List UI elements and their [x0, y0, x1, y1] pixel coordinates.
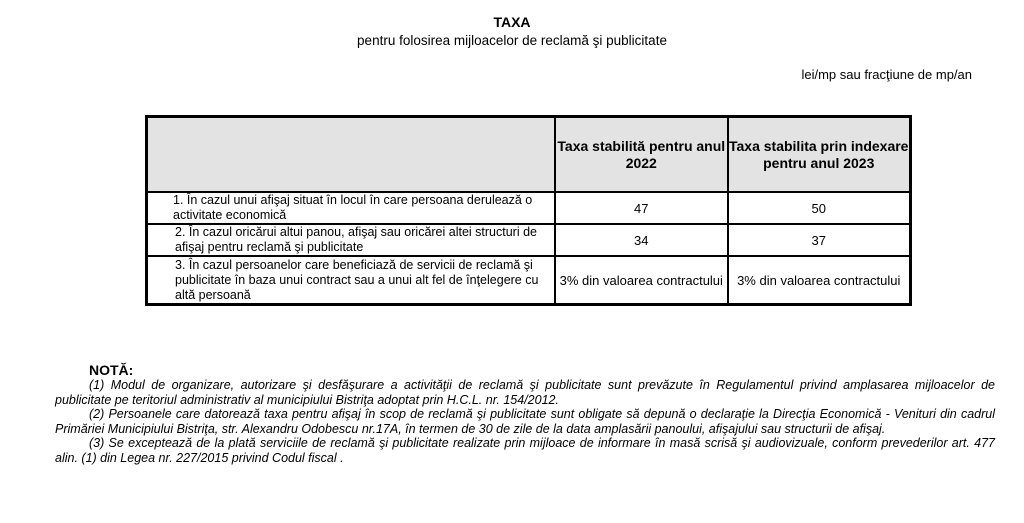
- row-value-2022: 47: [555, 192, 727, 224]
- note-item: (2) Persoanele care datorează taxa pentru afişaj în scop de reclamă şi publicitate sunt obligate să depună o declaraţie la Direcţia Economică - Venituri din cadrul Primăriei Municipiului Bistriţa, str. Alexandru Odobescu nr.17A, în termen de 30 de zile de la data amplasării panoului, afişajului sau structurii de afişaj.: [55, 407, 995, 436]
- table-row: [147, 256, 910, 304]
- header-cell-2023: Taxa stabilita prin indexare pentru anul 2023: [728, 117, 911, 192]
- tax-table: [145, 115, 912, 306]
- notes-section: [55, 363, 995, 465]
- row-value-2022: 3% din valoarea contractului: [555, 256, 727, 304]
- row-value-2022: 34: [555, 224, 727, 256]
- header-cell-description: [147, 117, 555, 192]
- row-description: 3. În cazul persoanelor care beneficiază de servicii de reclamă şi publicitate în baza unui contract sau a unui alt fel de înţelegere cu altă persoană: [147, 256, 555, 304]
- unit-label: lei/mp sau fracţiune de mp/an: [801, 67, 972, 82]
- row-value-2023: 3% din valoarea contractului: [728, 256, 911, 304]
- table-header-row: [147, 117, 910, 192]
- table-row: [147, 192, 910, 224]
- table-row: [147, 224, 910, 256]
- row-value-2023: 37: [728, 224, 911, 256]
- row-value-2023: 50: [728, 192, 911, 224]
- row-description: 2. În cazul oricărui altui panou, afişaj sau oricărei altei structuri de afişaj pentru reclamă şi publicitate: [147, 224, 555, 256]
- note-item: (1) Modul de organizare, autorizare şi desfăşurare a activităţii de reclamă şi publicitate sunt prevăzute în Regulamentul privind amplasarea mijloacelor de publicitate pe teritoriul administrativ al municipiului Bistriţa adoptat prin H.C.L. nr. 154/2012.: [55, 378, 995, 407]
- page-title: TAXA: [493, 14, 531, 30]
- header-cell-2022: Taxa stabilită pentru anul 2022: [555, 117, 727, 192]
- page-subtitle: pentru folosirea mijloacelor de reclamă şi publicitate: [357, 33, 667, 48]
- notes-heading: NOTĂ:: [89, 362, 134, 378]
- note-item: (3) Se exceptează de la plată serviciile de reclamă şi publicitate realizate prin mijloace de informare în masă scrisă şi audiovizuale, conform prevederilor art. 477 alin. (1) din Legea nr. 227/2015 privind Codul fiscal .: [55, 436, 995, 465]
- row-description: 1. În cazul unui afişaj situat în locul în care persoana derulează o activitate economică: [147, 192, 555, 224]
